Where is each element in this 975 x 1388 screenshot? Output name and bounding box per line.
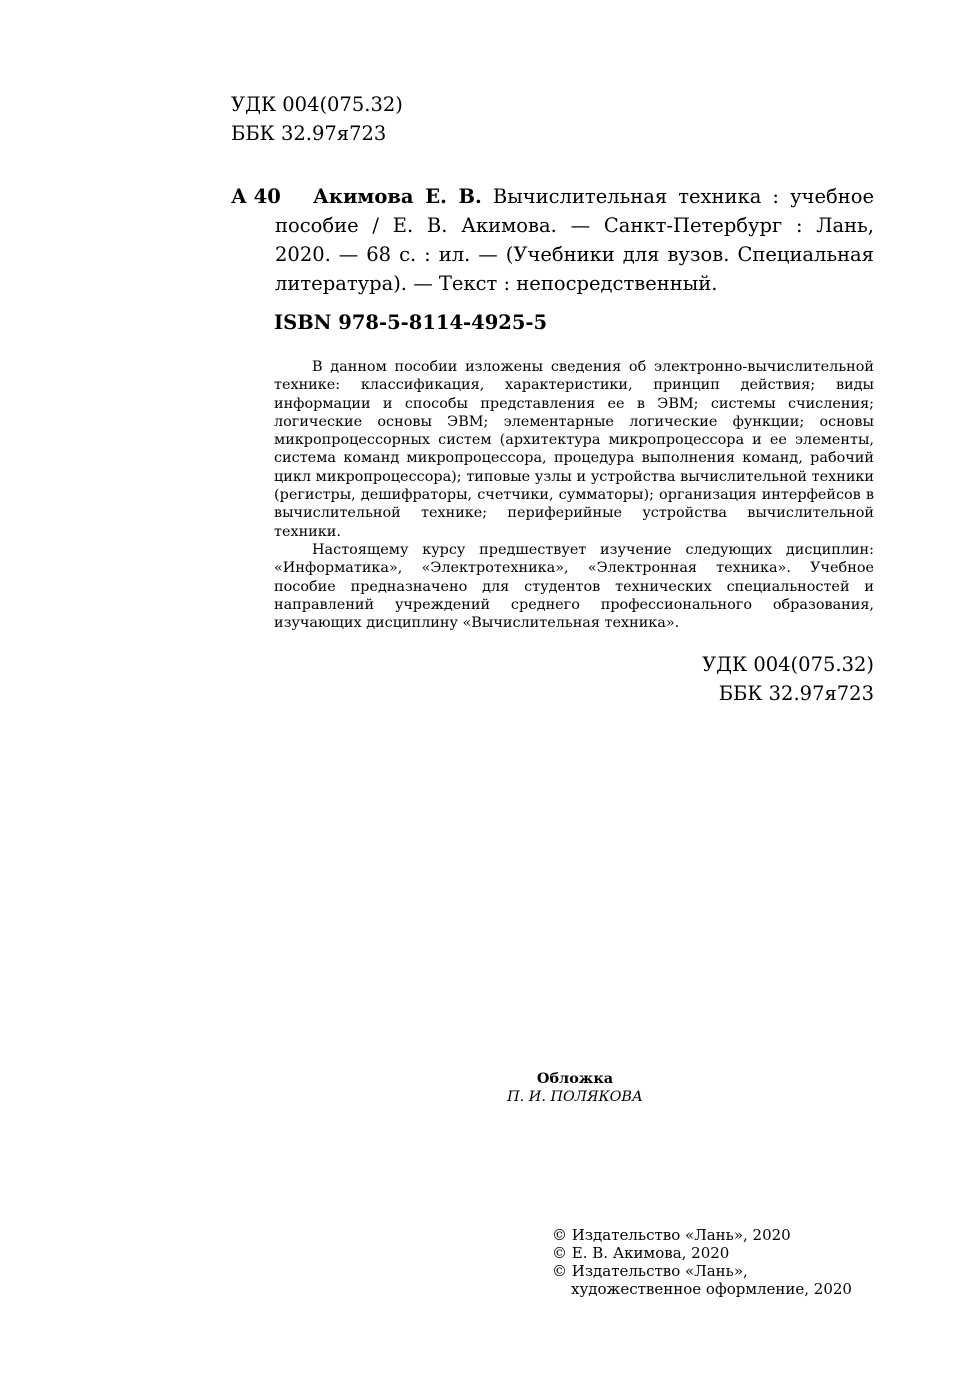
cover-label: Обложка — [536, 1070, 614, 1087]
author-sign: А 40 — [231, 185, 281, 208]
copyright-block — [552, 1226, 852, 1298]
bibliographic-description — [275, 182, 874, 298]
bbk-code: ББК 32.97я723 — [231, 122, 387, 145]
bbk-code: ББК 32.97я723 — [718, 682, 874, 705]
cover-credit — [470, 1070, 680, 1106]
classification-bottom — [702, 650, 874, 708]
isbn: ISBN 978-5-8114-4925-5 — [274, 311, 548, 334]
cover-designer: П. И. ПОЛЯКОВА — [507, 1089, 643, 1105]
abstract — [274, 358, 874, 632]
copyright-line: © Издательство «Лань», 2020 — [552, 1226, 791, 1244]
description-text: Вычислительная техника : учебное пособие / Е. В. Акимова. — Санкт-Петербург : Лань, 2020. — 68 с. : ил. — (Учебники для вузов. Специальная литература). — Текст : непосредственный. — [275, 185, 874, 295]
copyright-line: © Издательство «Лань», — [552, 1262, 748, 1280]
author-name: Акимова Е. В. — [313, 185, 482, 208]
udk-code: УДК 004(075.32) — [702, 653, 874, 676]
abstract-paragraph: Настоящему курсу предшествует изучение следующих дисциплин: «Информатика», «Электротехника», «Электронная техника». Учебное пособие предназначено для студентов технических специальностей и направлений учреждений среднего профессионального образования, изучающих дисциплину «Вычислительная техника». — [274, 541, 874, 632]
copyright-line: © Е. В. Акимова, 2020 — [552, 1244, 730, 1262]
udk-code: УДК 004(075.32) — [231, 93, 403, 116]
abstract-paragraph: В данном пособии изложены сведения об электронно-вычислительной технике: классификация, характеристики, принцип действия; виды информации и способы представления ее в ЭВМ; системы счисления; логические основы ЭВМ; элементарные логические функции; основы микропроцессорных систем (архитектура микропроцессора и ее элементы, система команд микропроцессора, процедура выполнения команд, рабочий цикл микропроцессора); типовые узлы и устройства вычислительной техники (регистры, дешифраторы, счетчики, сумматоры); организация интерфейсов в вычислительной технике; периферийные устройства вычислительной техники. — [274, 359, 874, 540]
classification-top — [231, 90, 403, 148]
copyright-line: художественное оформление, 2020 — [571, 1280, 852, 1298]
